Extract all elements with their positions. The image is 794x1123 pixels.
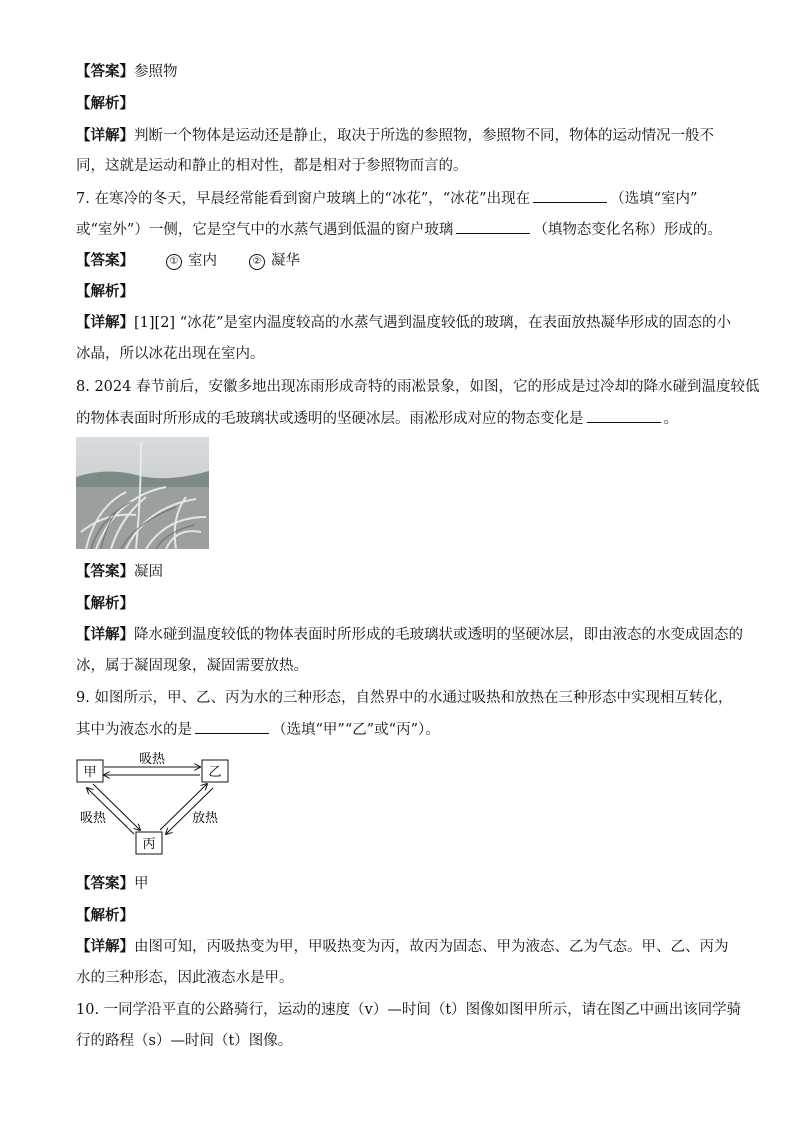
detail-line: 水的三种形态，因此液态水是甲。 (76, 970, 294, 986)
circled-number-2: ② (249, 254, 265, 270)
question-10-line-1: 10. 一同学沿平直的公路骑行，运动的速度（v）—时间（t）图像如图甲所示，请在图乙中画出该同学骑 (76, 1002, 742, 1018)
answer-line: 【答案】凝固 (76, 563, 163, 580)
question-9-line-1: 9. 如图所示，甲、乙、丙为水的三种形态，自然界中的水通过吸热和放热在三种形态中实现相互转化， (76, 690, 733, 706)
water-states-diagram (76, 748, 246, 860)
detail-line: 【详解】判断一个物体是运动还是静止，取决于所选的参照物，参照物不同，物体的运动情况一般不 (76, 127, 714, 144)
rime-ice-photo (76, 437, 209, 549)
detail-line: 冰，属于凝固现象，凝固需要放热。 (76, 658, 308, 674)
answer-line: 【答案】 ① 室内 ② 凝华 (76, 252, 300, 269)
detail-tag: 【详解】 (76, 127, 134, 144)
detail-tag: 【详解】 (76, 314, 134, 331)
answer-tag: 【答案】 (76, 252, 134, 269)
analysis-heading: 【解析】 (76, 95, 134, 112)
analysis-heading: 【解析】 (76, 595, 134, 612)
circled-number-1: ① (166, 254, 182, 270)
analysis-heading: 【解析】 (76, 283, 134, 300)
detail-line: 同，这就是运动和静止的相对性，都是相对于参照物而言的。 (76, 158, 468, 174)
answer-tag: 【答案】 (76, 563, 134, 580)
answer-text: 参照物 (134, 64, 178, 80)
detail-tag: 【详解】 (76, 626, 134, 643)
node-bing: 丙 (142, 837, 156, 852)
question-9-line-2: 其中为液态水的是 （选填“甲”“乙”或“丙”）。 (76, 719, 726, 740)
answer-blank[interactable] (587, 408, 661, 423)
answer-line: 【答案】甲 (76, 875, 149, 892)
label-left: 吸热 (80, 811, 107, 826)
node-yi: 乙 (208, 765, 222, 780)
detail-line: 【详解】[1][2] “冰花”是室内温度较高的水蒸气遇到温度较低的玻璃，在表面放热凝华形成的固态的小 (76, 314, 732, 331)
question-7-line-1: 7. 在寒冷的冬天，早晨经常能看到窗户玻璃上的“冰花”，“冰花”出现在 （选填“室内” (76, 188, 726, 209)
question-8-line-2: 的物体表面时所形成的毛玻璃状或透明的坚硬冰层。雨凇形成对应的物态变化是 。 (76, 408, 726, 429)
answer-blank[interactable] (456, 219, 530, 234)
analysis-heading: 【解析】 (76, 907, 134, 924)
answer-tag: 【答案】 (76, 875, 134, 892)
answer-blank[interactable] (533, 188, 607, 203)
question-8-line-1: 8. 2024 春节前后，安徽多地出现冻雨形成奇特的雨凇景象，如图，它的形成是过冷却的降水碰到温度较低 (76, 379, 760, 395)
label-right: 放热 (192, 811, 219, 826)
label-top: 吸热 (138, 752, 166, 767)
answer-tag: 【答案】 (76, 63, 134, 80)
detail-line: 【详解】降水碰到温度较低的物体表面时所形成的毛玻璃状或透明的坚硬冰层，即由液态的水变成固态的 (76, 626, 743, 643)
question-7-line-2: 或“室外”）一侧，它是空气中的水蒸气遇到低温的窗户玻璃 （填物态变化名称）形成的。 (76, 219, 726, 240)
question-10-line-2: 行的路程（s）—时间（t）图像。 (76, 1033, 293, 1049)
answer-blank[interactable] (195, 719, 269, 734)
node-jia: 甲 (83, 765, 97, 780)
answer-line (76, 62, 726, 82)
detail-line: 【详解】由图可知，丙吸热变为甲，甲吸热变为丙，故丙为固态、甲为液态、乙为气态。甲、乙、丙为 (76, 938, 729, 955)
detail-tag: 【详解】 (76, 938, 134, 955)
detail-line: 冰晶，所以冰花出现在室内。 (76, 346, 265, 362)
